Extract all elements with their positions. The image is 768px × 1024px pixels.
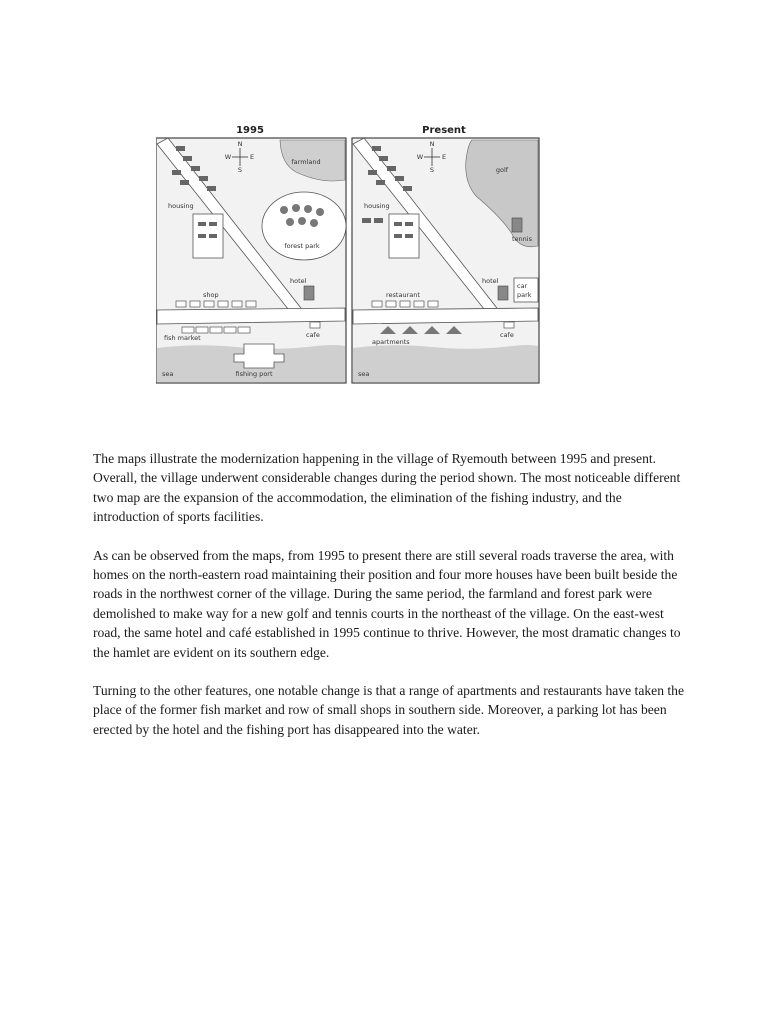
label-sea: sea bbox=[162, 370, 174, 378]
svg-text:S: S bbox=[429, 166, 435, 174]
svg-text:N: N bbox=[429, 140, 435, 148]
svg-text:E: E bbox=[441, 153, 447, 161]
label-housing: housing bbox=[364, 202, 390, 210]
label-shop: shop bbox=[203, 291, 219, 299]
tennis-court bbox=[512, 218, 522, 232]
map-present bbox=[352, 125, 539, 383]
label-tennis: tennis bbox=[512, 235, 532, 243]
label-fish-market: fish market bbox=[164, 334, 201, 342]
label-forest-park: forest park bbox=[284, 242, 320, 250]
maps-figure bbox=[156, 122, 540, 384]
east-west-road bbox=[157, 308, 345, 324]
label-fishing-port: fishing port bbox=[235, 370, 273, 378]
label-car-park-1: car bbox=[517, 282, 528, 290]
paragraph-2: As can be observed from the maps, from 1995 to present there are still several roads traverse the area, with homes on the north-eastern road maintaining their position and four more houses have been built beside the roads in the northwest corner of the village. During the same period, the farmland and forest park were demolished to make way for a new golf and tennis courts in the northeast of the village. On the east-west road, the same hotel and café established in 1995 continue to thrive. However, the most dramatic changes to the hamlet are evident on its southern edge. bbox=[93, 547, 681, 660]
svg-text:N: N bbox=[237, 140, 243, 148]
label-hotel: hotel bbox=[482, 277, 499, 285]
svg-text:E: E bbox=[249, 153, 255, 161]
hotel-building bbox=[498, 286, 508, 300]
svg-text:W: W bbox=[224, 153, 232, 161]
label-apartments: apartments bbox=[372, 338, 410, 346]
label-car-park-2: park bbox=[517, 291, 532, 299]
label-farmland: farmland bbox=[291, 158, 321, 166]
housing-block bbox=[193, 214, 223, 258]
label-golf: golf bbox=[495, 166, 509, 174]
paragraph-3: Turning to the other features, one notable change is that a range of apartments and restaurants have taken the place of the former fish market and row of small shops in southern side. Moreover, a parking lot has been erected by the hotel and the fishing port has disappeared into the water. bbox=[93, 683, 684, 737]
sea-area bbox=[353, 345, 538, 382]
label-sea: sea bbox=[358, 370, 370, 378]
east-west-road bbox=[353, 308, 538, 324]
fish-market-buildings bbox=[182, 327, 250, 333]
map-title-1995: 1995 bbox=[236, 125, 264, 136]
svg-text:W: W bbox=[416, 153, 424, 161]
paragraph-1: The maps illustrate the modernization happening in the village of Ryemouth between 1995 and present. Overall, the village underwent considerable changes during the period shown. The most noticeable different two map are the expansion of the accommodation, the elimination of the fishing industry, and the introduction of sports facilities. bbox=[93, 451, 681, 525]
label-hotel: hotel bbox=[290, 277, 307, 285]
map-1995 bbox=[156, 125, 346, 383]
label-restaurant: restaurant bbox=[386, 291, 420, 299]
label-housing: housing bbox=[168, 202, 194, 210]
cafe-building bbox=[504, 322, 514, 328]
label-cafe: cafe bbox=[500, 331, 514, 339]
restaurant-buildings bbox=[372, 301, 438, 307]
housing-block bbox=[389, 214, 419, 258]
cafe-building bbox=[310, 322, 320, 328]
essay-text bbox=[93, 449, 689, 758]
map-title-present: Present bbox=[422, 125, 466, 136]
hotel-building bbox=[304, 286, 314, 300]
maps-svg bbox=[156, 122, 540, 384]
svg-text:S: S bbox=[237, 166, 243, 174]
label-cafe: cafe bbox=[306, 331, 320, 339]
